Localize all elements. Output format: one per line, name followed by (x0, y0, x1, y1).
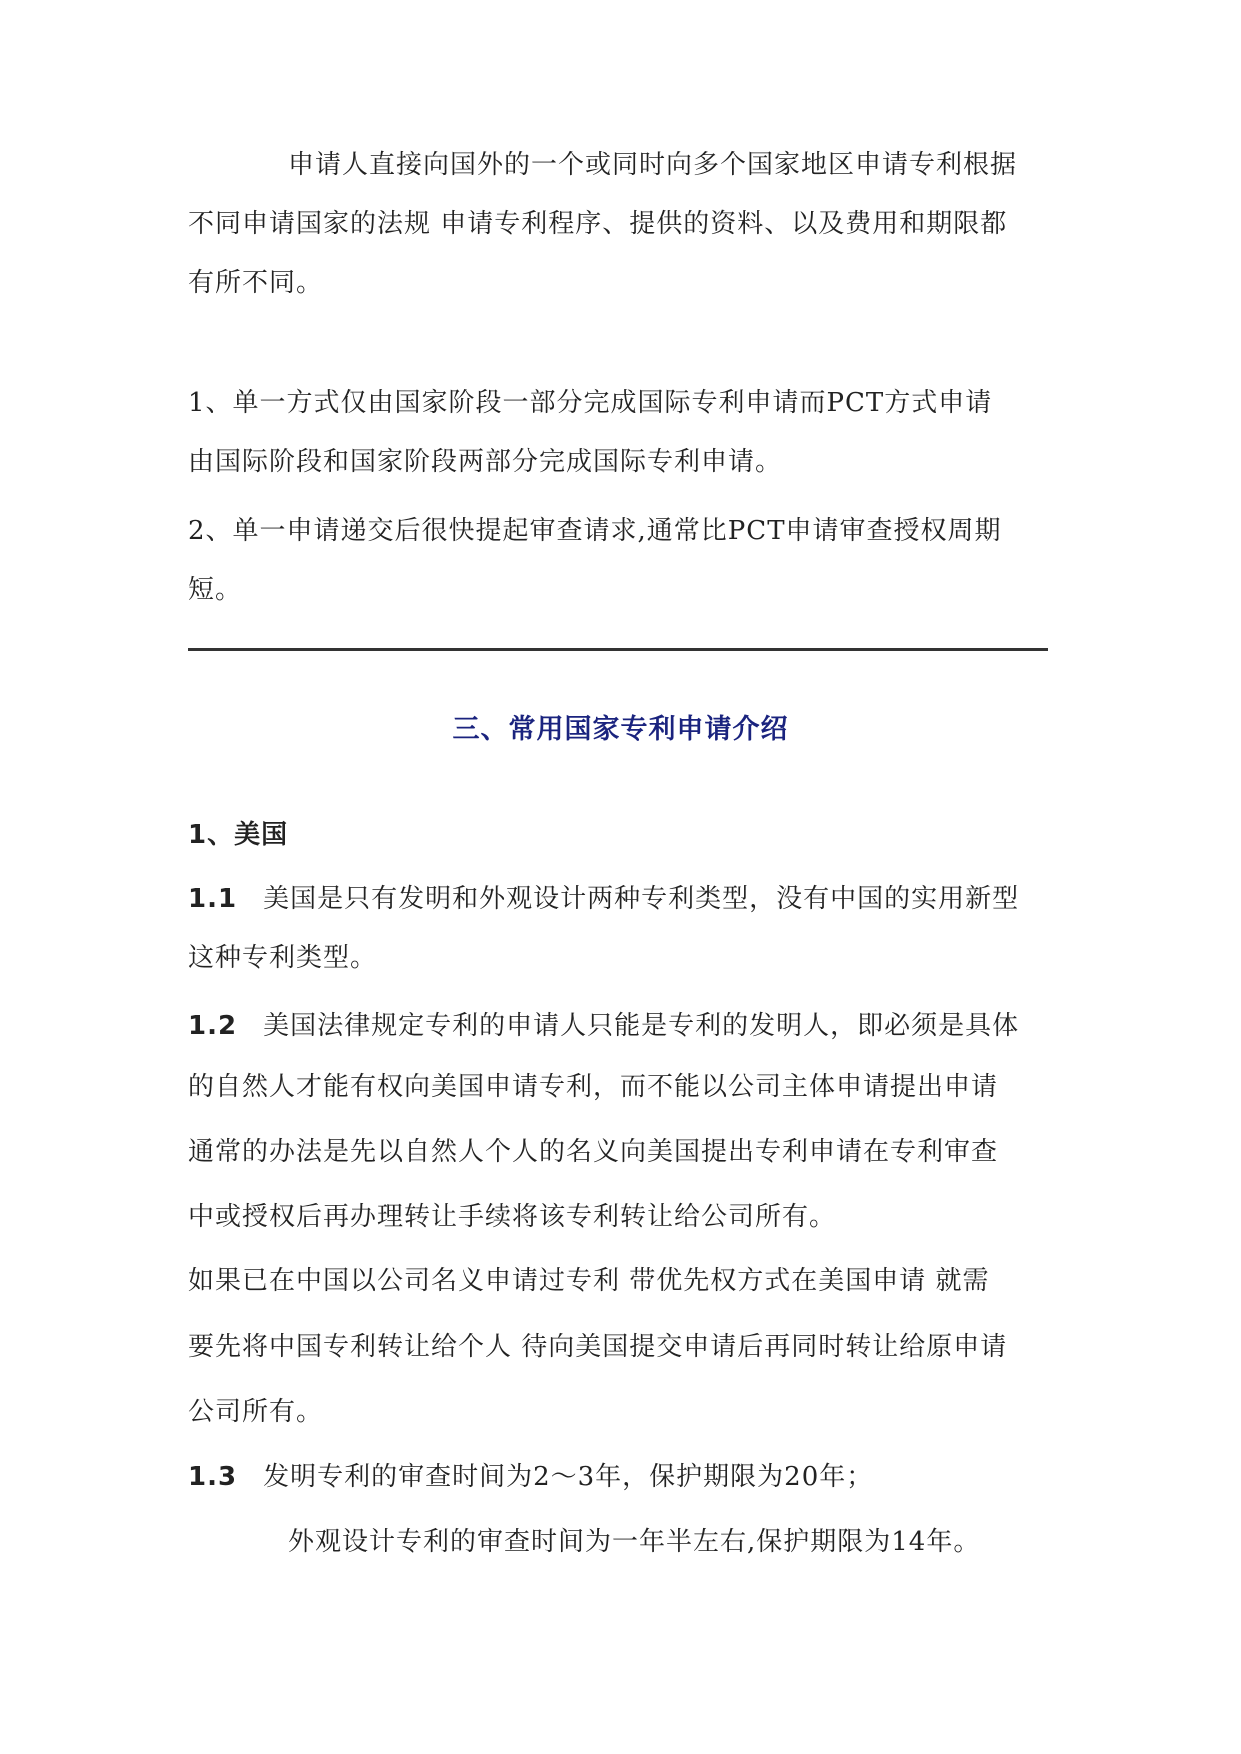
point-1-line-2: 由国际阶段和国家阶段两部分完成国际专利申请。 (188, 447, 783, 477)
item-number: 1.1 (188, 884, 238, 914)
item-text: 美国是只有发明和外观设计两种专利类型，没有中国的实用新型 (263, 884, 1020, 914)
subheading-usa: 1、美国 (188, 820, 289, 850)
item-1-3-line-2: 外观设计专利的审查时间为一年半左右,保护期限为14年。 (288, 1527, 981, 1557)
item-1-3-line-1 (188, 1460, 873, 1494)
point-1-line-1: 1、单一方式仅由国家阶段一部分完成国际专利申请而PCT方式申请 (188, 388, 993, 418)
point-2-line-2: 短。 (188, 575, 243, 605)
item-1-1-line-1 (188, 882, 1019, 916)
item-number: 1.3 (188, 1462, 238, 1492)
item-1-2-line-3: 通常的办法是先以自然人个人的名义向美国提出专利申请在专利审查 (188, 1137, 999, 1167)
intro-line-2: 不同申请国家的法规 申请专利程序、提供的资料、以及费用和期限都 (188, 209, 1008, 239)
item-1-2-line-2: 的自然人才能有权向美国申请专利，而不能以公司主体申请提出申请 (188, 1072, 999, 1102)
intro-line-1: 申请人直接向国外的一个或同时向多个国家地区申请专利根据 (288, 150, 1018, 180)
horizontal-rule (188, 648, 1048, 651)
note-line-2: 要先将中国专利转让给个人 待向美国提交申请后再同时转让给原申请 (188, 1332, 1008, 1362)
item-1-2-line-4: 中或授权后再办理转让手续将该专利转让给公司所有。 (188, 1202, 837, 1232)
intro-line-3: 有所不同。 (188, 268, 324, 298)
section-heading: 三、常用国家专利申请介绍 (452, 714, 789, 745)
item-text: 发明专利的审查时间为2～3年，保护期限为20年； (263, 1462, 874, 1492)
note-line-1: 如果已在中国以公司名义申请过专利 带优先权方式在美国申请 就需 (188, 1266, 990, 1296)
note-line-3: 公司所有。 (188, 1397, 324, 1427)
item-1-2-line-1 (188, 1009, 1019, 1043)
item-number: 1.2 (188, 1011, 238, 1041)
item-1-1-line-2: 这种专利类型。 (188, 943, 378, 973)
item-text: 美国法律规定专利的申请人只能是专利的发明人，即必须是具体 (263, 1011, 1020, 1041)
point-2-line-1: 2、单一申请递交后很快提起审查请求,通常比PCT申请审查授权周期 (188, 516, 1002, 546)
